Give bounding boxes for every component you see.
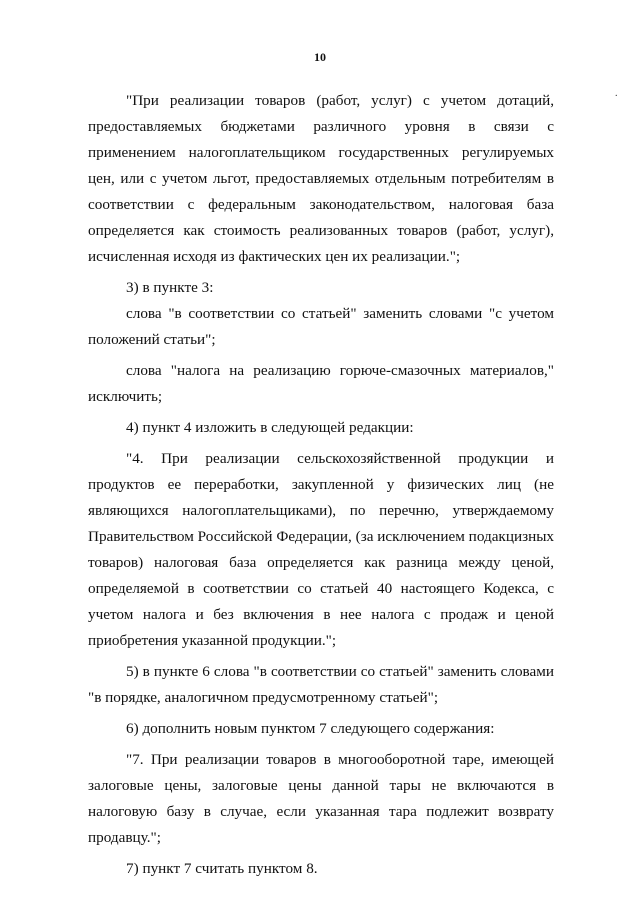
paragraph-replace-words-1: слова "в соответствии со статьей" заменить словами "с учетом положений статьи"; [88, 305, 554, 348]
paragraph-replace-words-2: слова "налога на реализацию горюче-смазочных материалов," исключить; [88, 362, 554, 405]
paragraph-returnable-containers: "7. При реализации товаров в многооборотной таре, имеющей залоговые цены, залоговые цены данной тары не включаются в налоговую базу в случае, если указанная тара подлежит возврату продавцу."; [88, 751, 554, 846]
paragraph-agricultural-products: "4. При реализации сельскохозяйственной продукции и продуктов ее переработки, закупленной у физических лиц (не являющихся налогоплательщиками), по перечню, утверждаемому Правительством Российской Федерации, (за исключением подакцизных товаров) налоговая база определяется как разница между ценой, определяемой в соответствии со статьей 40 настоящего Кодекса, с учетом налога и без включения в нее налога с продаж и ценой приобретения указанной продукции."; [88, 450, 554, 649]
stray-mark: . [615, 88, 618, 99]
page-number: 10 [314, 50, 326, 64]
paragraph-vat-base-subsidies: "При реализации товаров (работ, услуг) с учетом дотаций, предоставляемых бюджетами различного уровня в связи с применением налогоплательщиком государственных регулируемых цен, или с учетом льгот, предоставляемых отдельным потребителям в соответствии с федеральным законодательством, налоговая база определяется как стоимость реализованных товаров (работ, услуг), исчисленная исходя из фактических цен их реализации."; [88, 92, 554, 265]
paragraph-item-5: 5) в пункте 6 слова "в соответствии со статьей" заменить словами "в порядке, аналогичном предусмотренному статьей"; [88, 663, 554, 706]
paragraph-item-6: 6) дополнить новым пунктом 7 следующего содержания: [126, 720, 495, 737]
document-body [88, 88, 554, 887]
paragraph-item-3: 3) в пункте 3: [126, 279, 214, 296]
paragraph-item-7: 7) пункт 7 считать пунктом 8. [126, 860, 318, 877]
paragraph-item-4: 4) пункт 4 изложить в следующей редакции: [126, 419, 414, 436]
